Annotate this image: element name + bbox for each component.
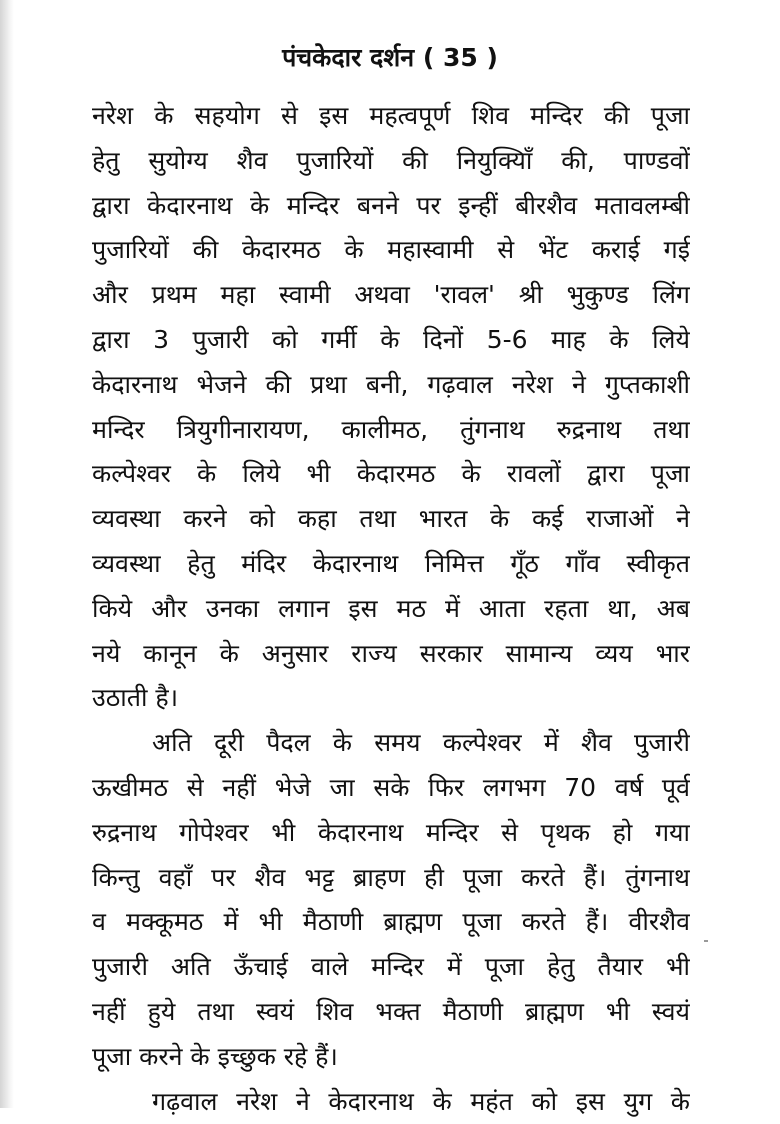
text-line: हेतु सुयोग्य शैव पुजारियों की नियुक्यिाँ की, पाण्डवों <box>92 145 690 175</box>
page-header <box>0 38 780 78</box>
text-line: द्वारा केदारनाथ के मन्दिर बनने पर इन्हीं बीरशैव मतावलम्बी <box>92 190 690 220</box>
text-line: नये कानून के अनुसार राज्य सरकार सामान्य व्यय भार <box>92 638 690 668</box>
text-line: अति दूरी पैदल के समय कल्पेश्वर में शैव पुजारी <box>152 728 690 758</box>
text-line: रुद्रनाथ गोपेश्वर भी केदारनाथ मन्दिर से पृथक हो गया <box>92 817 690 847</box>
text-line: व्यवस्था करने को कहा तथा भारत के कई राजाओं ने <box>92 504 690 534</box>
paragraph-1 <box>92 94 690 721</box>
text-line: केदारनाथ भेजने की प्रथा बनी, गढ़वाल नरेश ने गुप्तकाशी <box>92 369 690 399</box>
text-line: नहीं हुये तथा स्वयं शिव भक्त मैठाणी ब्राह्मण भी स्वयं <box>92 996 690 1026</box>
page-title: पंचकेदार दर्शन ( 35 ) <box>282 43 498 72</box>
text-line: व्यवस्था हेतु मंदिर केदारनाथ निमित्त गूँठ गाँव स्वीकृत <box>92 548 690 578</box>
text-line: मन्दिर त्रियुगीनारायण, कालीमठ, तुंगनाथ रुद्रनाथ तथा <box>92 414 690 444</box>
page-body <box>92 94 690 1124</box>
text-line: और प्रथम महा स्वामी अथवा 'रावल' श्री भुकुण्ड लिंग <box>92 280 690 310</box>
text-line: पुजारियों की केदारमठ के महास्वामी से भेंट कराई गई <box>92 235 690 265</box>
text-line: ऊखीमठ से नहीं भेजे जा सके फिर लगभग 70 वर्ष पूर्व <box>92 772 690 802</box>
paragraph-2 <box>92 721 690 1079</box>
text-line: गढ़वाल नरेश ने केदारनाथ के महंत को इस युग के <box>152 1086 690 1116</box>
text-line: पुजारी अति ऊँचाई वाले मन्दिर में पूजा हेतु तैयार भी <box>92 952 690 982</box>
paragraph-3 <box>92 1080 690 1124</box>
page-binding-shadow <box>0 0 14 1108</box>
text-line: नरेश के सहयोग से इस महत्वपूर्ण शिव मन्दिर की पूजा <box>92 101 690 130</box>
text-line: व मक्कूमठ में भी मैठाणी ब्राह्मण पूजा करते हैं। वीरशैव <box>92 907 690 937</box>
text-line: उठाती है। <box>92 683 179 713</box>
text-line: पूजा करने के इच्छुक रहे हैं। <box>92 1041 338 1071</box>
scan-speck <box>704 940 708 942</box>
text-line: किन्तु वहाँ पर शैव भट्ट ब्राहण ही पूजा करते हैं। तुंगनाथ <box>92 862 690 892</box>
text-line: किये और उनका लगान इस मठ में आता रहता था, अब <box>92 593 690 623</box>
text-line: द्वारा 3 पुजारी को गर्मी के दिनों 5-6 माह के लिये <box>92 324 690 354</box>
text-line: कल्पेश्वर के लिये भी केदारमठ के रावलों द्वारा पूजा <box>92 459 690 489</box>
